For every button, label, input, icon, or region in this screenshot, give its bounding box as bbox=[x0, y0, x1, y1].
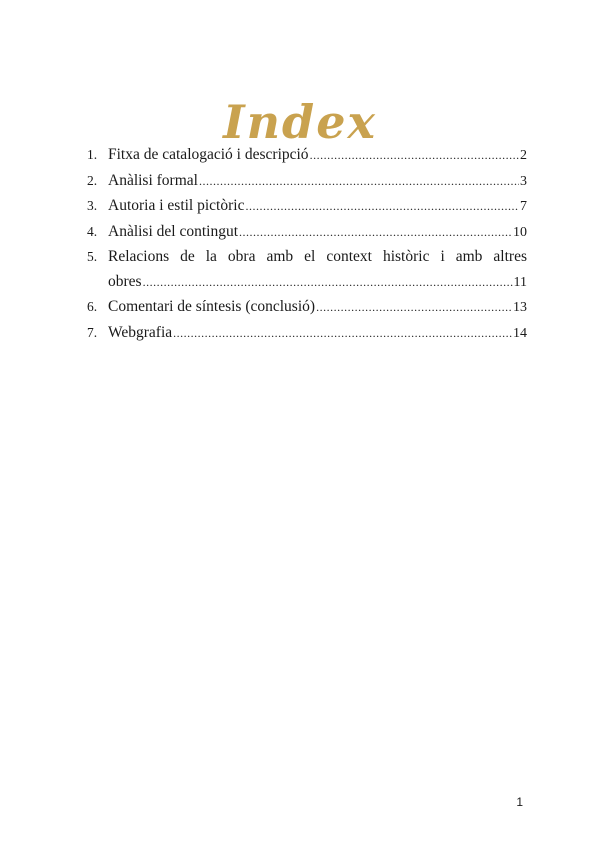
toc-item bbox=[87, 194, 527, 220]
toc-item-label: Comentari de síntesis (conclusió) bbox=[108, 298, 316, 315]
toc-item-label: Fitxa de catalogació i descripció bbox=[108, 146, 309, 163]
toc-item-number: 6. bbox=[87, 299, 98, 314]
toc-item bbox=[87, 245, 527, 295]
toc-item bbox=[87, 321, 527, 347]
toc-item-label-continuation: obres bbox=[108, 272, 142, 290]
toc-item-number: 1. bbox=[87, 147, 98, 162]
toc-item-page: 14 bbox=[513, 325, 527, 341]
table-of-contents bbox=[87, 143, 527, 346]
toc-item-label: Relacions de la obra amb el context històric i amb altres bbox=[108, 248, 527, 265]
toc-item-page: 7 bbox=[520, 199, 527, 214]
toc-item-page: 13 bbox=[513, 300, 527, 315]
toc-item-number: 5. bbox=[87, 249, 98, 264]
toc-dot-leader bbox=[245, 194, 519, 219]
toc-item-page: 11 bbox=[513, 274, 527, 290]
toc-dot-leader bbox=[199, 169, 519, 194]
index-title: Index bbox=[223, 94, 377, 149]
toc-dot-leader bbox=[173, 321, 512, 346]
toc-dot-leader bbox=[310, 143, 519, 168]
toc-item-page: 10 bbox=[513, 224, 527, 240]
toc-item bbox=[87, 169, 527, 195]
toc-item-label: Anàlisi formal bbox=[108, 171, 198, 189]
toc-dot-leader bbox=[239, 220, 512, 245]
toc-item bbox=[87, 220, 527, 246]
toc-item-number: 4. bbox=[87, 223, 98, 239]
toc-item-page: 2 bbox=[520, 148, 527, 163]
toc-item-label: Webgrafia bbox=[108, 323, 173, 341]
toc-item-label: Anàlisi del contingut bbox=[108, 222, 239, 240]
toc-item bbox=[87, 295, 527, 321]
page-number: 1 bbox=[516, 795, 523, 809]
toc-item-page: 3 bbox=[520, 173, 527, 189]
toc-item-number: 3. bbox=[87, 198, 98, 213]
toc-dot-leader bbox=[143, 270, 513, 295]
toc-item-label: Autoria i estil pictòric bbox=[108, 197, 245, 214]
toc-item-number: 2. bbox=[87, 172, 98, 188]
toc-item bbox=[87, 143, 527, 169]
toc-item-number: 7. bbox=[87, 324, 98, 340]
toc-dot-leader bbox=[316, 295, 512, 320]
